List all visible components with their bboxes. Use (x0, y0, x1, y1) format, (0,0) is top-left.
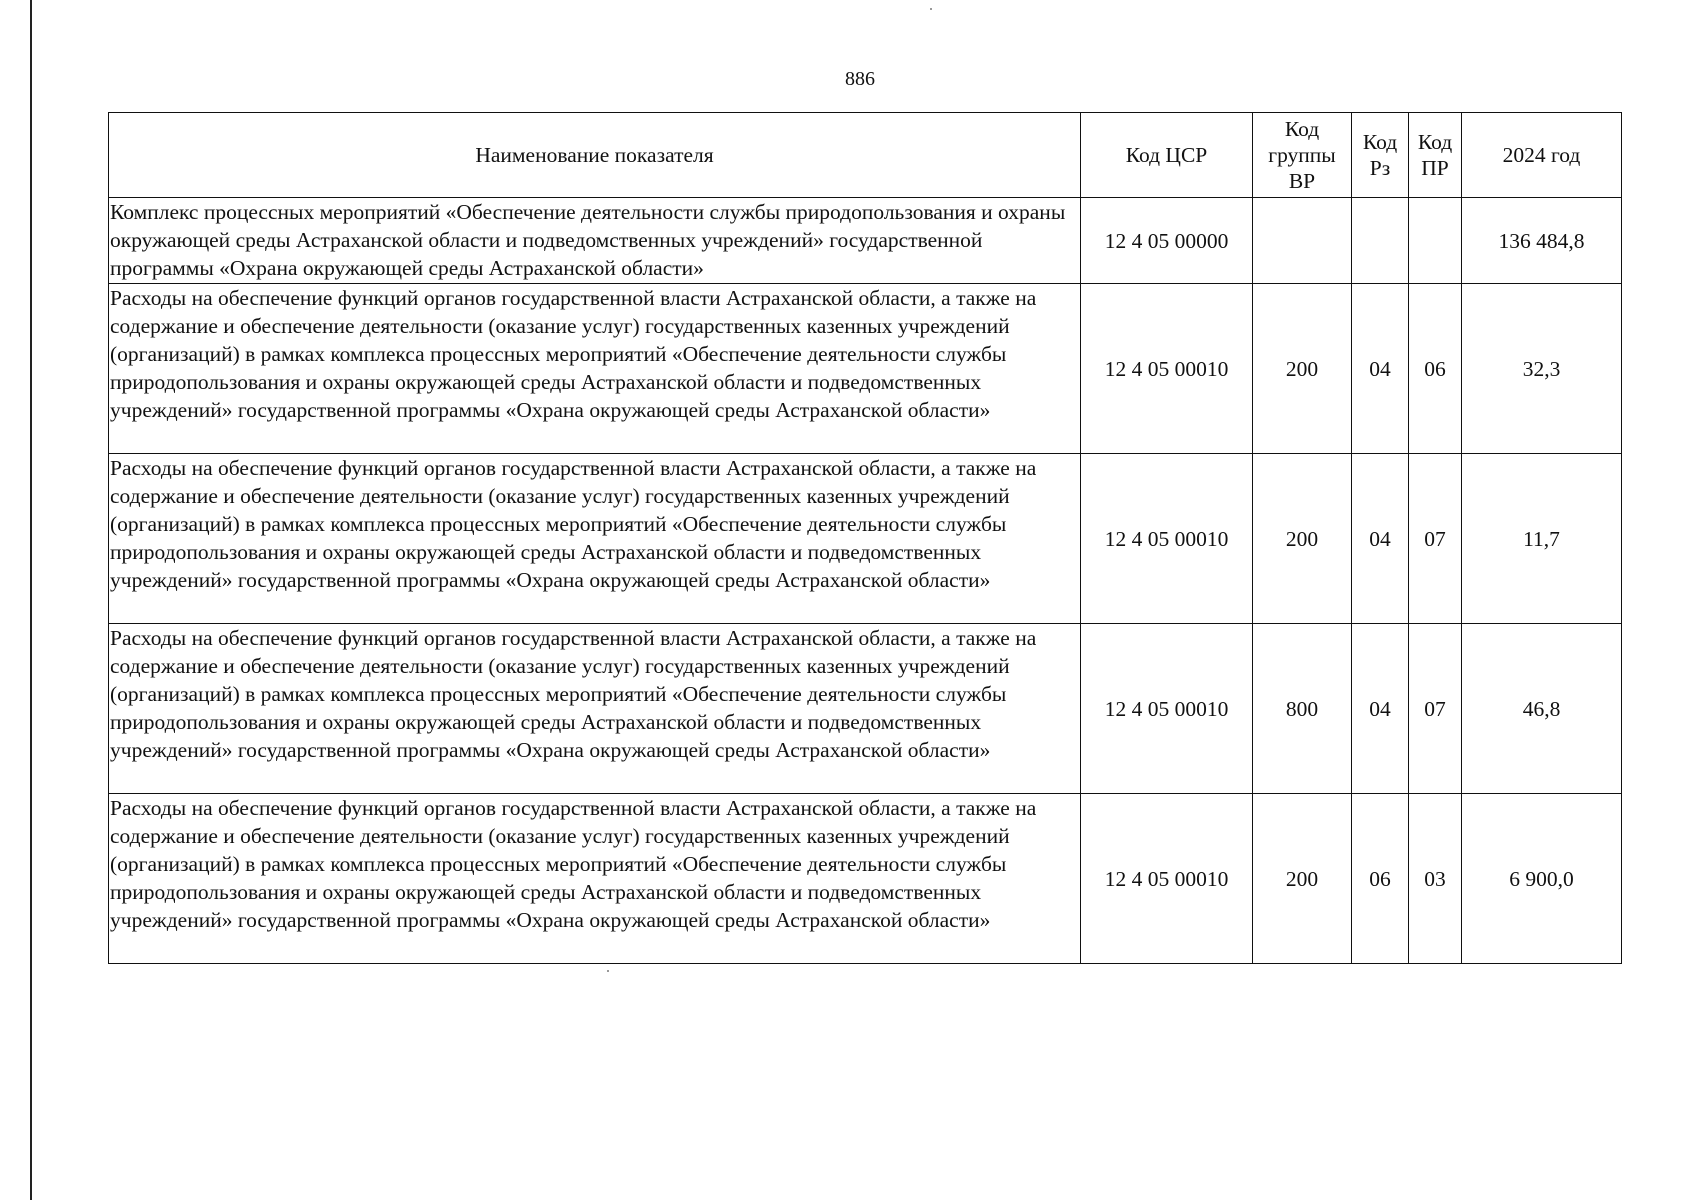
table-row (109, 198, 1622, 284)
row-name: Расходы на обеспечение функций органов государственной власти Астраханской области, а также на содержание и обеспечение деятельности (оказание услуг) государственных казенных учреждений (организаций) в рамках комплекса процессных мероприятий «Обеспечение деятельности службы природопользования и охраны окружающей среды Астраханской области и подведомственных учреждений» государственной программы «Охрана окружающей среды Астраханской области» (109, 284, 1081, 454)
row-vr-code: 200 (1253, 284, 1352, 454)
row-name: Расходы на обеспечение функций органов государственной власти Астраханской области, а также на содержание и обеспечение деятельности (оказание услуг) государственных казенных учреждений (организаций) в рамках комплекса процессных мероприятий «Обеспечение деятельности службы природопользования и охраны окружающей среды Астраханской области и подведомственных учреждений» государственной программы «Охрана окружающей среды Астраханской области» (109, 454, 1081, 624)
row-csr-code: 12 4 05 00010 (1081, 624, 1253, 794)
row-name: Расходы на обеспечение функций органов государственной власти Астраханской области, а также на содержание и обеспечение деятельности (оказание услуг) государственных казенных учреждений (организаций) в рамках комплекса процессных мероприятий «Обеспечение деятельности службы природопользования и охраны окружающей среды Астраханской области и подведомственных учреждений» государственной программы «Охрана окружающей среды Астраханской области» (109, 624, 1081, 794)
row-vr-code: 200 (1253, 794, 1352, 964)
row-vr-code (1253, 198, 1352, 284)
row-csr-code: 12 4 05 00010 (1081, 454, 1253, 624)
table-row (109, 454, 1622, 624)
scan-speck (930, 8, 932, 10)
row-pr-code: 07 (1409, 624, 1462, 794)
row-vr-code: 200 (1253, 454, 1352, 624)
row-vr-code: 800 (1253, 624, 1352, 794)
scan-speck (607, 970, 609, 972)
row-amount: 136 484,8 (1462, 198, 1622, 284)
row-name: Комплекс процессных мероприятий «Обеспечение деятельности службы природопользования и охраны окружающей среды Астраханской области и подведомственных учреждений» государственной программы «Охрана окружающей среды Астраханской области» (109, 198, 1081, 284)
budget-table (108, 112, 1622, 964)
row-csr-code: 12 4 05 00010 (1081, 794, 1253, 964)
row-amount: 32,3 (1462, 284, 1622, 454)
row-amount: 6 900,0 (1462, 794, 1622, 964)
header-row (109, 113, 1622, 198)
header-year-2024: 2024 год (1462, 113, 1622, 198)
row-amount: 46,8 (1462, 624, 1622, 794)
row-rz-code: 04 (1352, 454, 1409, 624)
row-rz-code (1352, 198, 1409, 284)
header-rz-code: Код Рз (1352, 113, 1409, 198)
table-row (109, 624, 1622, 794)
header-pr-code: Код ПР (1409, 113, 1462, 198)
header-name: Наименование показателя (109, 113, 1081, 198)
header-csr-code: Код ЦСР (1081, 113, 1253, 198)
scan-edge-line (30, 0, 32, 1200)
row-pr-code: 03 (1409, 794, 1462, 964)
table-row (109, 794, 1622, 964)
row-pr-code: 07 (1409, 454, 1462, 624)
row-rz-code: 04 (1352, 284, 1409, 454)
header-vr-group: Код группы ВР (1253, 113, 1352, 198)
row-rz-code: 04 (1352, 624, 1409, 794)
page-number: 886 (845, 68, 875, 90)
row-rz-code: 06 (1352, 794, 1409, 964)
row-amount: 11,7 (1462, 454, 1622, 624)
table-row (109, 284, 1622, 454)
row-name: Расходы на обеспечение функций органов государственной власти Астраханской области, а также на содержание и обеспечение деятельности (оказание услуг) государственных казенных учреждений (организаций) в рамках комплекса процессных мероприятий «Обеспечение деятельности службы природопользования и охраны окружающей среды Астраханской области и подведомственных учреждений» государственной программы «Охрана окружающей среды Астраханской области» (109, 794, 1081, 964)
row-pr-code (1409, 198, 1462, 284)
row-csr-code: 12 4 05 00010 (1081, 284, 1253, 454)
row-pr-code: 06 (1409, 284, 1462, 454)
row-csr-code: 12 4 05 00000 (1081, 198, 1253, 284)
